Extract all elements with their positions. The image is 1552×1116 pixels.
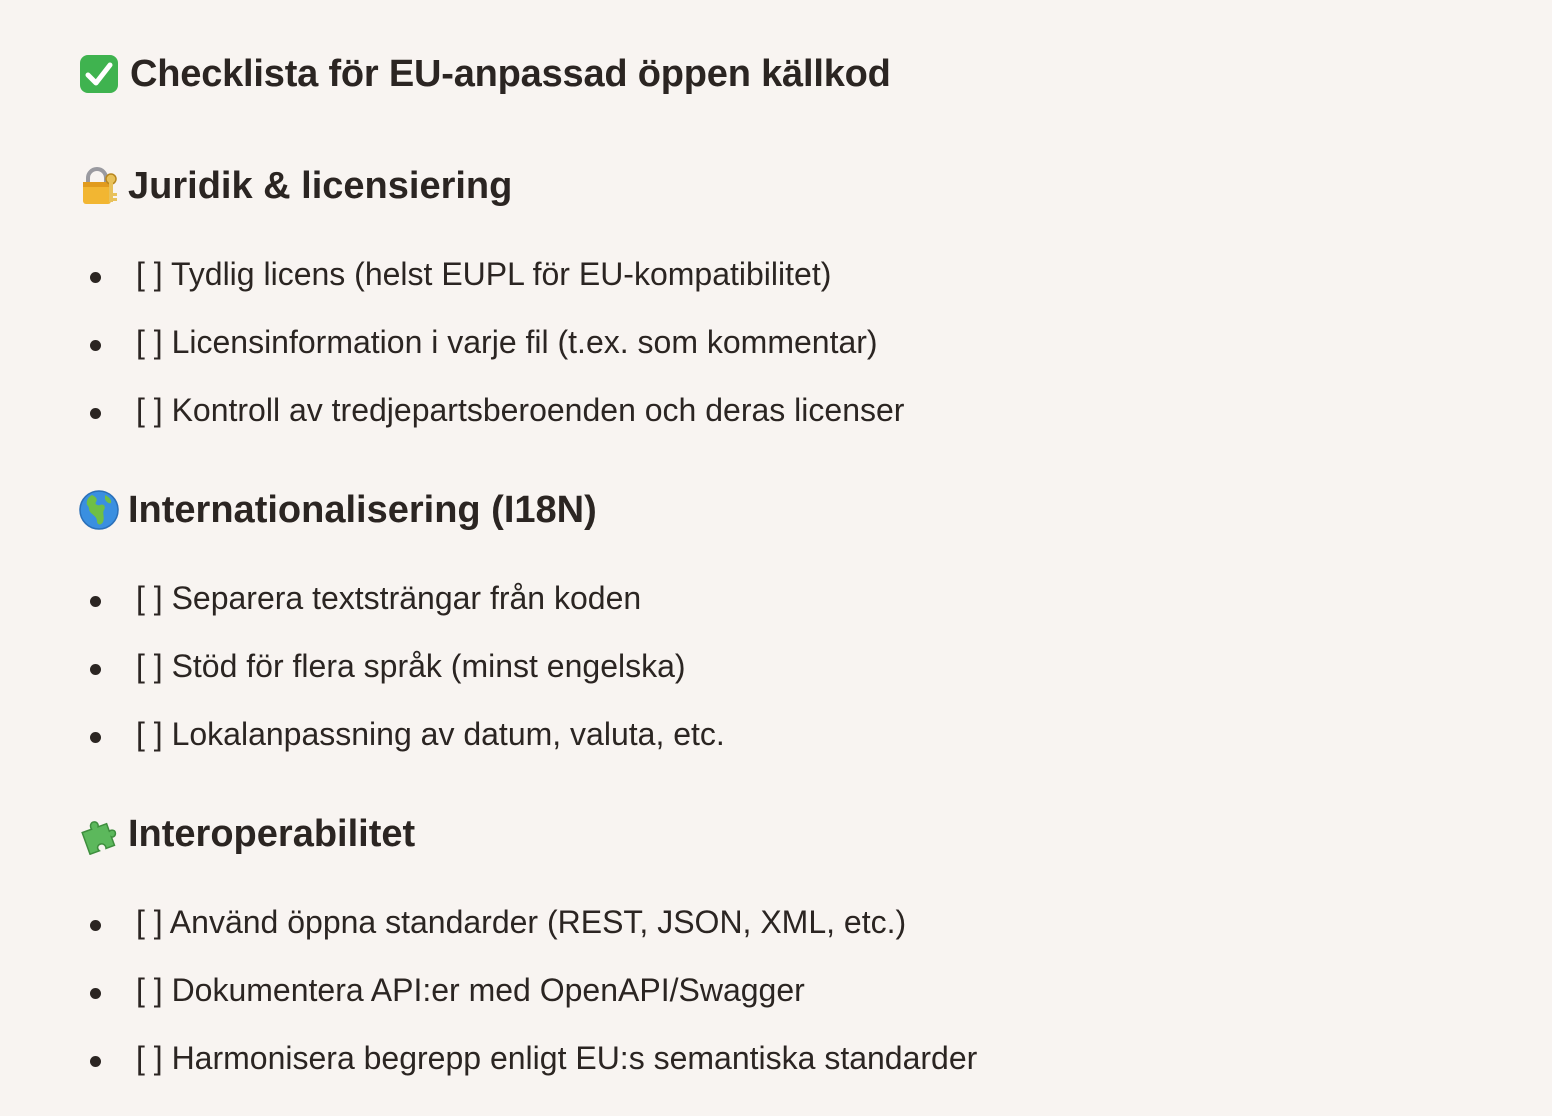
- list-item-text: [ ] Lokalanpassning av datum, valuta, etc.: [136, 716, 725, 752]
- puzzle-piece-icon: [78, 813, 120, 855]
- locked-with-key-icon: [78, 165, 120, 207]
- page-title: Checklista för EU-anpassad öppen källkod: [130, 53, 891, 95]
- section-heading: Juridik & licensiering: [128, 165, 513, 207]
- list-item-text: [ ] Använd öppna standarder (REST, JSON, XML, etc.): [136, 904, 907, 940]
- list-item-text: [ ] Licensinformation i varje fil (t.ex. som kommentar): [136, 324, 878, 360]
- check-mark-button-icon: [78, 53, 120, 95]
- list-item: [78, 378, 905, 446]
- list-item-text: [ ] Harmonisera begrepp enligt EU:s semantiska standarder: [136, 1040, 978, 1076]
- section-heading-row: [78, 160, 512, 212]
- checklist: [78, 566, 725, 770]
- section-heading: Interoperabilitet: [128, 813, 416, 855]
- list-item: [78, 702, 725, 770]
- section-heading-row: [78, 808, 415, 860]
- bullet-icon: [90, 272, 101, 283]
- checklist: [78, 242, 905, 446]
- section-internationalisering: [78, 484, 725, 770]
- globe-europe-africa-icon: [78, 489, 120, 531]
- list-item: [78, 1026, 978, 1094]
- list-item-text: [ ] Stöd för flera språk (minst engelska): [136, 648, 686, 684]
- bullet-icon: [90, 732, 101, 743]
- list-item: [78, 310, 878, 378]
- bullet-icon: [90, 1056, 101, 1067]
- list-item-text: [ ] Dokumentera API:er med OpenAPI/Swagger: [136, 972, 805, 1008]
- bullet-icon: [90, 340, 101, 351]
- list-item: [78, 242, 832, 310]
- list-item: [78, 958, 805, 1026]
- list-item: [78, 634, 686, 702]
- list-item-text: [ ] Separera textsträngar från koden: [136, 580, 642, 616]
- section-interoperabilitet: [78, 808, 978, 1094]
- checklist: [78, 890, 978, 1094]
- bullet-icon: [90, 596, 101, 607]
- list-item-text: [ ] Tydlig licens (helst EUPL för EU-kompatibilitet): [136, 256, 832, 292]
- section-heading-row: [78, 484, 597, 536]
- bullet-icon: [90, 920, 101, 931]
- section-juridik: [78, 160, 905, 446]
- list-item: [78, 566, 642, 634]
- list-item: [78, 890, 907, 958]
- bullet-icon: [90, 664, 101, 675]
- title-row: [78, 48, 891, 100]
- bullet-icon: [90, 988, 101, 999]
- bullet-icon: [90, 408, 101, 419]
- section-heading: Internationalisering (I18N): [128, 489, 597, 531]
- list-item-text: [ ] Kontroll av tredjepartsberoenden och deras licenser: [136, 392, 905, 428]
